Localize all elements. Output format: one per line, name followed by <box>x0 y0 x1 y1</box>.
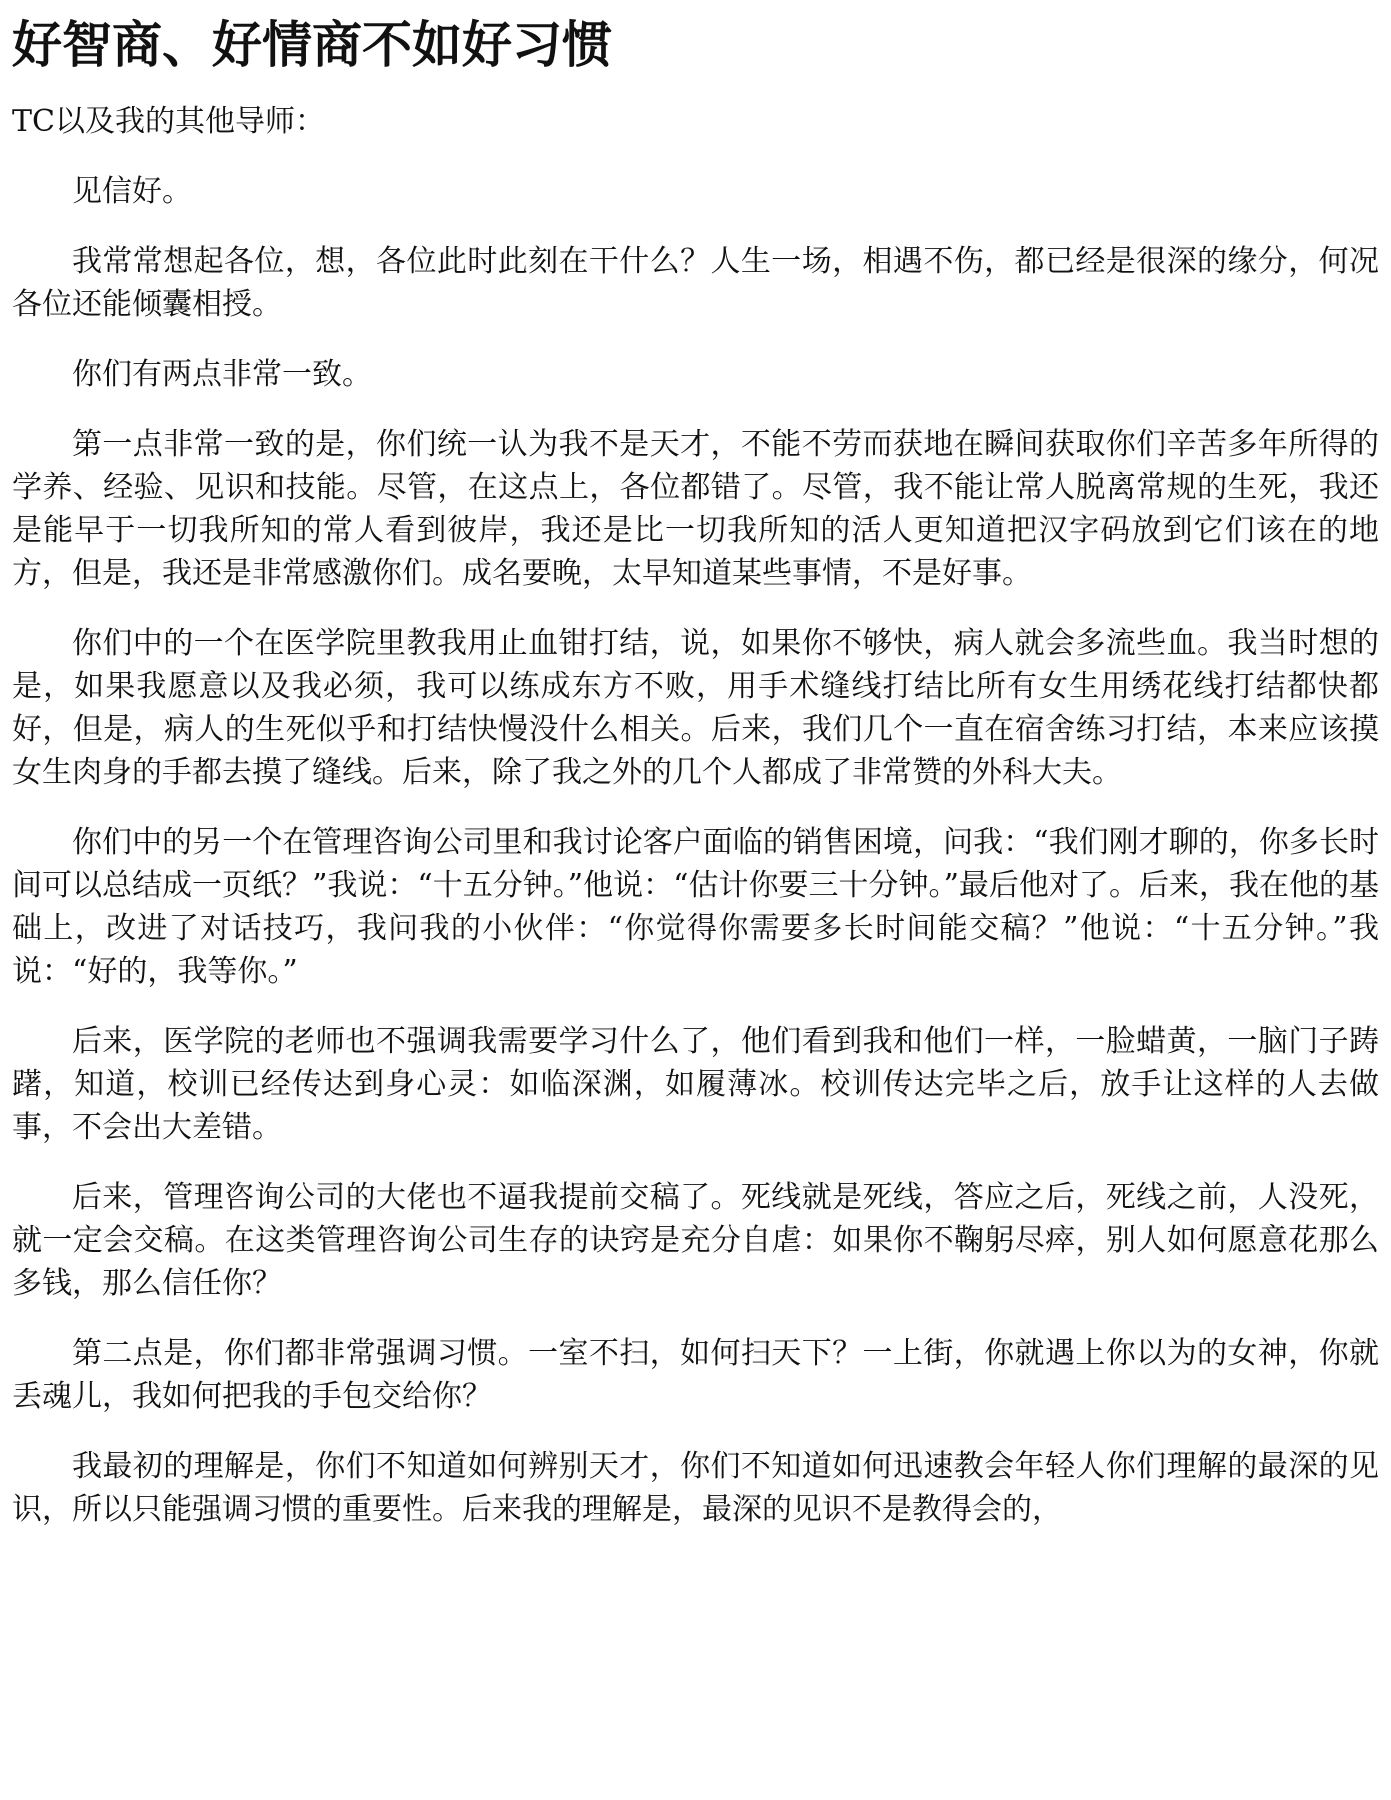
paragraph: 后来，管理咨询公司的大佬也不逼我提前交稿了。死线就是死线，答应之后，死线之前，人没死，就一定会交稿。在这类管理咨询公司生存的诀窍是充分自虐：如果你不鞠躬尽瘁，别人如何愿意花那么多钱，那么信任你？ <box>12 1180 1379 1301</box>
article-title: 好智商、好情商不如好习惯 <box>12 16 612 74</box>
paragraph: 你们中的另一个在管理咨询公司里和我讨论客户面临的销售困境，问我：“我们刚才聊的，你多长时间可以总结成一页纸？”我说：“十五分钟。”他说：“估计你要三十分钟。”最后他对了。后来，我在他的基础上，改进了对话技巧，我问我的小伙伴：“你觉得你需要多长时间能交稿？”他说：“十五分钟。”我说：“好的，我等你。” <box>12 825 1379 989</box>
paragraph: 第二点是，你们都非常强调习惯。一室不扫，如何扫天下？一上街，你就遇上你以为的女神，你就丢魂儿，我如何把我的手包交给你？ <box>12 1336 1379 1414</box>
letter-greeting: TC以及我的其他导师： <box>12 104 325 139</box>
paragraph: 我最初的理解是，你们不知道如何辨别天才，你们不知道如何迅速教会年轻人你们理解的最深的见识，所以只能强调习惯的重要性。后来我的理解是，最深的见识不是教得会的， <box>12 1449 1379 1527</box>
paragraph: 你们中的一个在医学院里教我用止血钳打结，说，如果你不够快，病人就会多流些血。我当时想的是，如果我愿意以及我必须，我可以练成东方不败，用手术缝线打结比所有女生用绣花线打结都快都好，但是，病人的生死似乎和打结快慢没什么相关。后来，我们几个一直在宿舍练习打结，本来应该摸女生肉身的手都去摸了缝线。后来，除了我之外的几个人都成了非常赞的外科大夫。 <box>12 626 1379 790</box>
paragraph: 我常常想起各位，想，各位此时此刻在干什么？人生一场，相遇不伤，都已经是很深的缘分，何况各位还能倾囊相授。 <box>12 244 1379 322</box>
article-body <box>12 100 1379 1531</box>
paragraph: 第一点非常一致的是，你们统一认为我不是天才，不能不劳而获地在瞬间获取你们辛苦多年所得的学养、经验、见识和技能。尽管，在这点上，各位都错了。尽管，我不能让常人脱离常规的生死，我还是能早于一切我所知的常人看到彼岸，我还是比一切我所知的活人更知道把汉字码放到它们该在的地方，但是，我还是非常感激你们。成名要晚，太早知道某些事情，不是好事。 <box>12 427 1379 591</box>
paragraph: 你们有两点非常一致。 <box>72 357 372 392</box>
paragraph: 见信好。 <box>72 174 192 209</box>
paragraph: 后来，医学院的老师也不强调我需要学习什么了，他们看到我和他们一样，一脸蜡黄，一脑门子踌躇，知道，校训已经传达到身心灵：如临深渊，如履薄冰。校训传达完毕之后，放手让这样的人去做事，不会出大差错。 <box>12 1024 1379 1145</box>
